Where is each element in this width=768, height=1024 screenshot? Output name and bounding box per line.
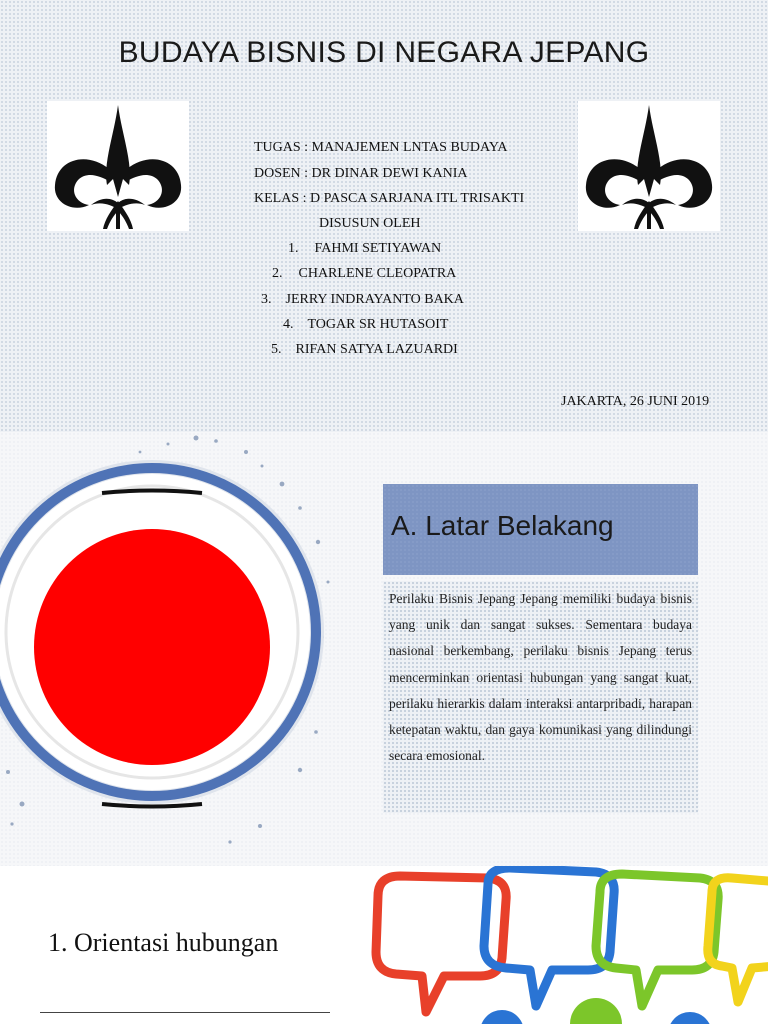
- section-body: [383, 581, 698, 813]
- member-number: 5.: [271, 342, 282, 357]
- person-head-icon: [570, 998, 622, 1024]
- kelas-line: KELAS : D PASCA SARJANA ITL TRISAKTI: [254, 191, 525, 206]
- title-slide: [0, 0, 768, 432]
- bottom-arc: [102, 804, 202, 807]
- speech-bubbles-illustration: [360, 866, 768, 1024]
- trisakti-logo-icon: [47, 101, 189, 231]
- dosen-line: DOSEN : DR DINAR DEWI KANIA: [254, 166, 468, 181]
- person-head-icon: [480, 1010, 524, 1024]
- person-head-icon: [668, 1012, 712, 1024]
- tugas-line: TUGAS : MANAJEMEN LNTAS BUDAYA: [254, 140, 508, 155]
- orientasi-slide: [0, 866, 768, 1024]
- member-item: [283, 317, 448, 333]
- member-item: [272, 266, 456, 282]
- member-name: RIFAN SATYA LAZUARDI: [295, 342, 458, 357]
- member-number: 4.: [283, 317, 294, 332]
- member-name: JERRY INDRAYANTO BAKA: [285, 292, 464, 307]
- member-name: FAHMI SETIYAWAN: [314, 241, 442, 256]
- date-location: JAKARTA, 26 JUNI 2019: [561, 394, 710, 409]
- member-number: 3.: [261, 292, 272, 307]
- member-name: TOGAR SR HUTASOIT: [307, 317, 449, 332]
- member-item: [271, 342, 458, 358]
- member-item: [261, 292, 464, 308]
- slide-title: BUDAYA BISNIS DI NEGARA JEPANG: [118, 36, 650, 69]
- trisakti-logo-icon: [578, 101, 720, 231]
- member-name: CHARLENE CLEOPATRA: [298, 266, 457, 281]
- member-number: 2.: [272, 266, 283, 281]
- disusun-label: DISUSUN OLEH: [319, 216, 421, 231]
- section-header: [383, 484, 698, 575]
- underline-divider: [40, 1012, 330, 1013]
- member-item: [288, 241, 441, 257]
- latar-belakang-slide: [0, 432, 768, 866]
- member-number: 1.: [288, 241, 299, 256]
- section-title: A. Latar Belakang: [391, 510, 614, 541]
- red-sun: [34, 529, 270, 765]
- body-paragraph: Perilaku Bisnis Jepang Jepang memiliki budaya bisnis yang unik dan sangat sukses. Sementara budaya nasional berkembang, perilaku bisnis Jepang terus mencerminkan orientasi hubungan yang sangat kuat, perilaku hierarkis dalam interaksi antarpribadi, harapan ketepatan waktu, dan gaya komunikasi yang dilindungi secara emosional.: [389, 591, 692, 764]
- section-heading: 1. Orientasi hubungan: [48, 928, 279, 957]
- japan-flag-illustration: [0, 432, 380, 866]
